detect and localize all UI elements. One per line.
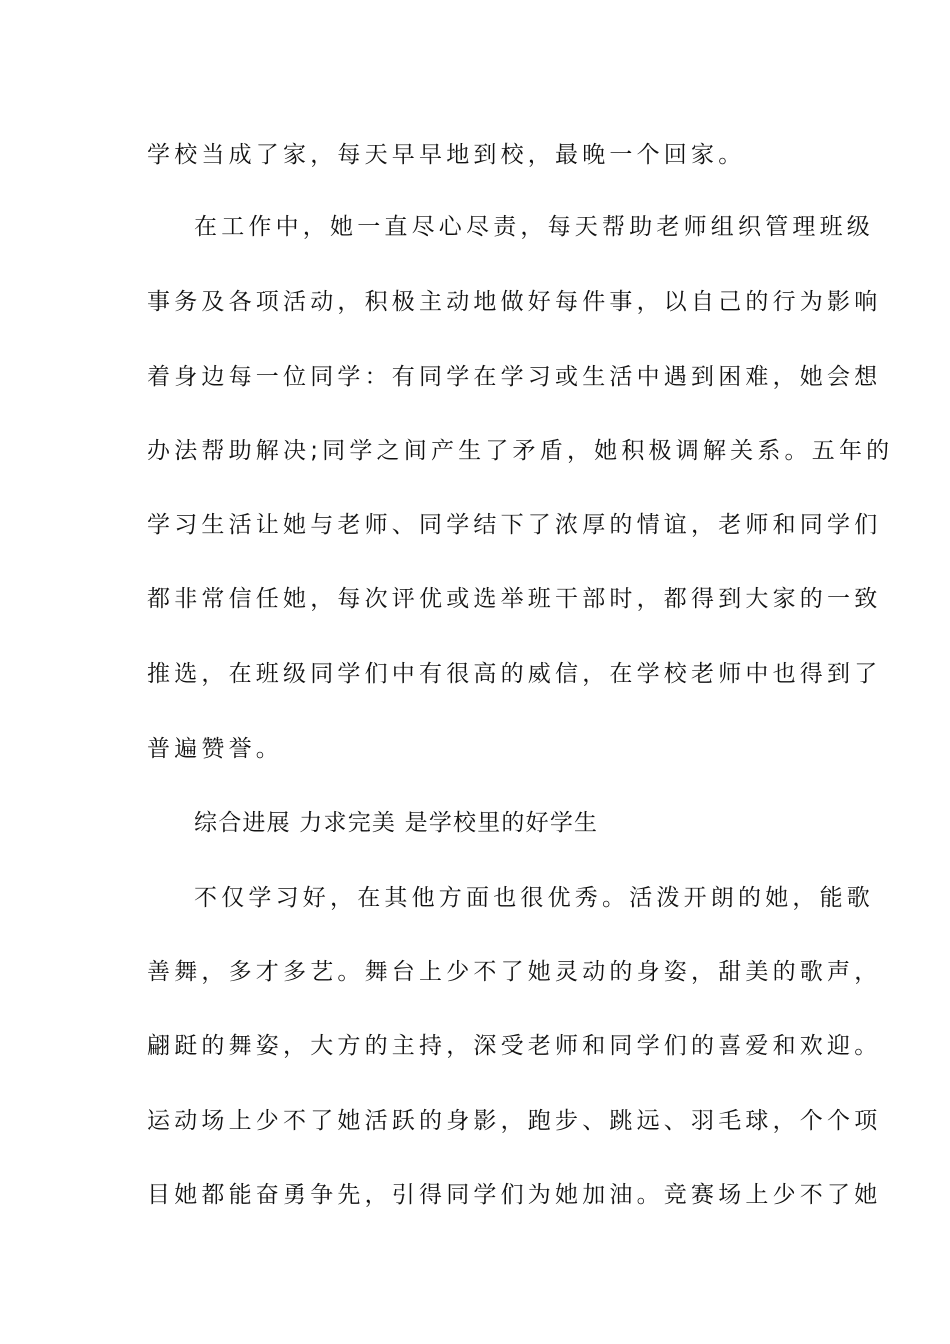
text-line: 都非常信任她，每次评优或选举班干部时，都得到大家的一致 [147,586,882,612]
text-line: 办法帮助解决;同学之间产生了矛盾，她积极调解关系。五年的 [147,438,894,464]
text-line: 推选，在班级同学们中有很高的威信，在学校老师中也得到了 [147,661,882,687]
text-line: 学校当成了家，每天早早地到校，最晚一个回家。 [147,142,746,168]
text-line: 着身边每一位同学：有同学在学习或生活中遇到困难，她会想 [147,364,882,390]
text-line: 运动场上少不了她活跃的身影，跑步、跳远、羽毛球，个个项 [147,1108,882,1134]
text-line: 善舞，多才多艺。舞台上少不了她灵动的身姿，甜美的歌声， [147,959,882,985]
text-line: 翩跹的舞姿，大方的主持，深受老师和同学们的喜爱和欢迎。 [147,1033,882,1059]
text-line: 普遍赞誉。 [147,736,283,762]
text-line: 事务及各项活动，积极主动地做好每件事，以自己的行为影响 [147,289,882,315]
text-line: 学习生活让她与老师、同学结下了浓厚的情谊，老师和同学们 [147,512,882,538]
text-line: 目她都能奋勇争先，引得同学们为她加油。竞赛场上少不了她 [147,1182,882,1208]
section-heading: 综合进展 力求完美 是学校里的好学生 [194,810,599,836]
paragraph-start-line: 在工作中，她一直尽心尽责，每天帮助老师组织管理班级 [194,214,874,240]
paragraph-start-line: 不仅学习好，在其他方面也很优秀。活泼开朗的她，能歌 [194,885,874,911]
